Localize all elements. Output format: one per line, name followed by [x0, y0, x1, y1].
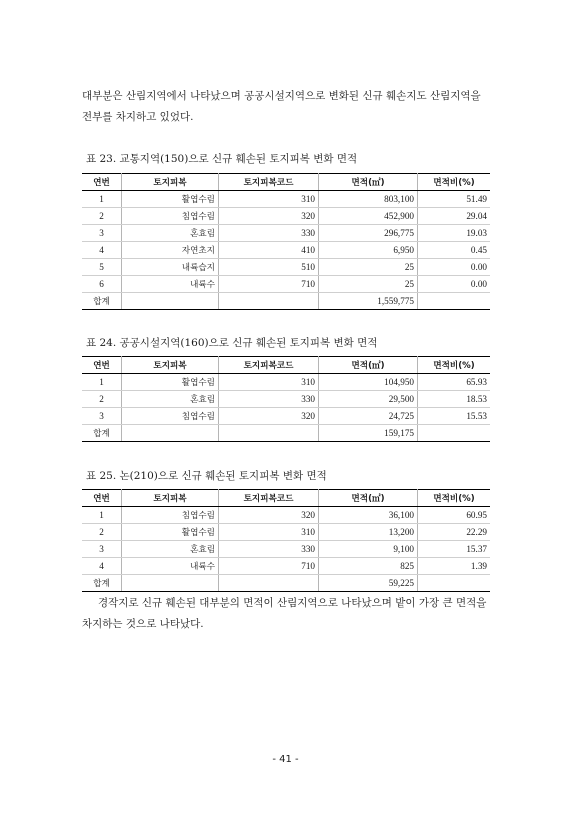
cell-area: 25	[319, 259, 418, 276]
cell-code: 330	[219, 391, 319, 408]
table-row	[82, 541, 490, 558]
header-land-cover: 토지피복	[122, 490, 219, 507]
header-area: 면적(㎡)	[319, 490, 418, 507]
table-row	[82, 391, 490, 408]
cell-empty	[122, 293, 219, 310]
cell-code: 310	[219, 374, 319, 391]
cell-area: 803,100	[319, 191, 418, 208]
cell-code: 320	[219, 507, 319, 524]
cell-ratio: 0.45	[418, 242, 491, 259]
cell-empty	[219, 575, 319, 592]
cell-land-cover: 활엽수림	[122, 374, 219, 391]
cell-ratio: 19.03	[418, 225, 491, 242]
table-header-row	[82, 174, 490, 191]
cell-index: 4	[82, 242, 122, 259]
cell-empty	[219, 293, 319, 310]
cell-ratio: 51.49	[418, 191, 491, 208]
cell-ratio: 0.00	[418, 276, 491, 293]
cell-area: 452,900	[319, 208, 418, 225]
table-row	[82, 225, 490, 242]
cell-empty	[122, 425, 219, 442]
cell-ratio: 22.29	[418, 524, 491, 541]
cell-ratio: 1.39	[418, 558, 491, 575]
cell-land-cover: 활엽수림	[122, 524, 219, 541]
header-land-cover-code: 토지피복코드	[219, 357, 319, 374]
table-24-caption: 표 24. 공공시설지역(160)으로 신규 훼손된 토지피복 변화 면적	[86, 337, 378, 349]
cell-index: 1	[82, 191, 122, 208]
cell-code: 320	[219, 408, 319, 425]
header-area-ratio: 면적비(%)	[418, 357, 491, 374]
outro-paragraph: 경작지로 신규 훼손된 대부분의 면적이 산림지역으로 나타났으며 밭이 가장 큰 면적을 차지하는 것으로 나타났다.	[82, 597, 487, 630]
table-row	[82, 276, 490, 293]
table-row	[82, 208, 490, 225]
table-row	[82, 558, 490, 575]
cell-code: 330	[219, 541, 319, 558]
cell-code: 330	[219, 225, 319, 242]
header-land-cover-code: 토지피복코드	[219, 490, 319, 507]
cell-code: 710	[219, 558, 319, 575]
header-index: 연번	[82, 174, 122, 191]
cell-ratio: 15.53	[418, 408, 491, 425]
table-23	[82, 173, 490, 310]
cell-empty	[418, 425, 491, 442]
cell-area: 6,950	[319, 242, 418, 259]
table-row	[82, 374, 490, 391]
table-row	[82, 408, 490, 425]
cell-code: 710	[219, 276, 319, 293]
cell-area: 13,200	[319, 524, 418, 541]
cell-empty	[219, 425, 319, 442]
table-total-row	[82, 425, 490, 442]
cell-area: 296,775	[319, 225, 418, 242]
cell-index: 1	[82, 374, 122, 391]
cell-ratio: 60.95	[418, 507, 491, 524]
cell-empty	[418, 293, 491, 310]
cell-land-cover: 활엽수림	[122, 191, 219, 208]
cell-land-cover: 내륙수	[122, 558, 219, 575]
header-land-cover: 토지피복	[122, 357, 219, 374]
cell-area: 25	[319, 276, 418, 293]
cell-ratio: 29.04	[418, 208, 491, 225]
header-index: 연번	[82, 357, 122, 374]
table-header-row	[82, 357, 490, 374]
header-index: 연번	[82, 490, 122, 507]
cell-area: 104,950	[319, 374, 418, 391]
cell-land-cover: 혼효림	[122, 225, 219, 242]
cell-land-cover: 혼효림	[122, 541, 219, 558]
cell-area: 29,500	[319, 391, 418, 408]
cell-land-cover: 내륙수	[122, 276, 219, 293]
table-row	[82, 507, 490, 524]
cell-area: 36,100	[319, 507, 418, 524]
table-total-row	[82, 575, 490, 592]
table-row	[82, 524, 490, 541]
table-24	[82, 356, 490, 442]
cell-index: 1	[82, 507, 122, 524]
cell-empty	[122, 575, 219, 592]
cell-land-cover: 침엽수림	[122, 507, 219, 524]
cell-land-cover: 침엽수림	[122, 408, 219, 425]
cell-index: 2	[82, 391, 122, 408]
table-25-caption: 표 25. 논(210)으로 신규 훼손된 토지피복 변화 면적	[86, 470, 327, 482]
header-area: 면적(㎡)	[319, 174, 418, 191]
table-25	[82, 489, 490, 592]
header-area-ratio: 면적비(%)	[418, 490, 491, 507]
table-header-row	[82, 490, 490, 507]
table-total-row	[82, 293, 490, 310]
cell-total-label: 합계	[82, 425, 122, 442]
cell-index: 2	[82, 524, 122, 541]
cell-index: 6	[82, 276, 122, 293]
table-row	[82, 191, 490, 208]
cell-code: 410	[219, 242, 319, 259]
table-23-caption: 표 23. 교통지역(150)으로 신규 훼손된 토지피복 변화 면적	[86, 153, 358, 165]
cell-index: 2	[82, 208, 122, 225]
cell-ratio: 65.93	[418, 374, 491, 391]
cell-index: 3	[82, 408, 122, 425]
page-number: - 41 -	[272, 754, 299, 765]
cell-index: 3	[82, 225, 122, 242]
cell-total-label: 합계	[82, 293, 122, 310]
header-area-ratio: 면적비(%)	[418, 174, 491, 191]
cell-index: 3	[82, 541, 122, 558]
cell-total-area: 1,559,775	[319, 293, 418, 310]
cell-code: 310	[219, 191, 319, 208]
cell-land-cover: 자연초지	[122, 242, 219, 259]
cell-area: 825	[319, 558, 418, 575]
cell-area: 24,725	[319, 408, 418, 425]
cell-index: 5	[82, 259, 122, 276]
cell-land-cover: 내륙습지	[122, 259, 219, 276]
table-row	[82, 259, 490, 276]
cell-ratio: 0.00	[418, 259, 491, 276]
cell-total-label: 합계	[82, 575, 122, 592]
table-row	[82, 242, 490, 259]
cell-total-area: 159,175	[319, 425, 418, 442]
header-area: 면적(㎡)	[319, 357, 418, 374]
cell-ratio: 15.37	[418, 541, 491, 558]
cell-index: 4	[82, 558, 122, 575]
intro-paragraph: 대부분은 산림지역에서 나타났으며 공공시설지역으로 변화된 신규 훼손지도 산림지역을 전부를 차지하고 있었다.	[82, 90, 481, 123]
header-land-cover: 토지피복	[122, 174, 219, 191]
cell-code: 320	[219, 208, 319, 225]
cell-code: 510	[219, 259, 319, 276]
cell-ratio: 18.53	[418, 391, 491, 408]
cell-area: 9,100	[319, 541, 418, 558]
cell-empty	[418, 575, 491, 592]
cell-total-area: 59,225	[319, 575, 418, 592]
cell-land-cover: 혼효림	[122, 391, 219, 408]
cell-code: 310	[219, 524, 319, 541]
header-land-cover-code: 토지피복코드	[219, 174, 319, 191]
cell-land-cover: 침엽수림	[122, 208, 219, 225]
